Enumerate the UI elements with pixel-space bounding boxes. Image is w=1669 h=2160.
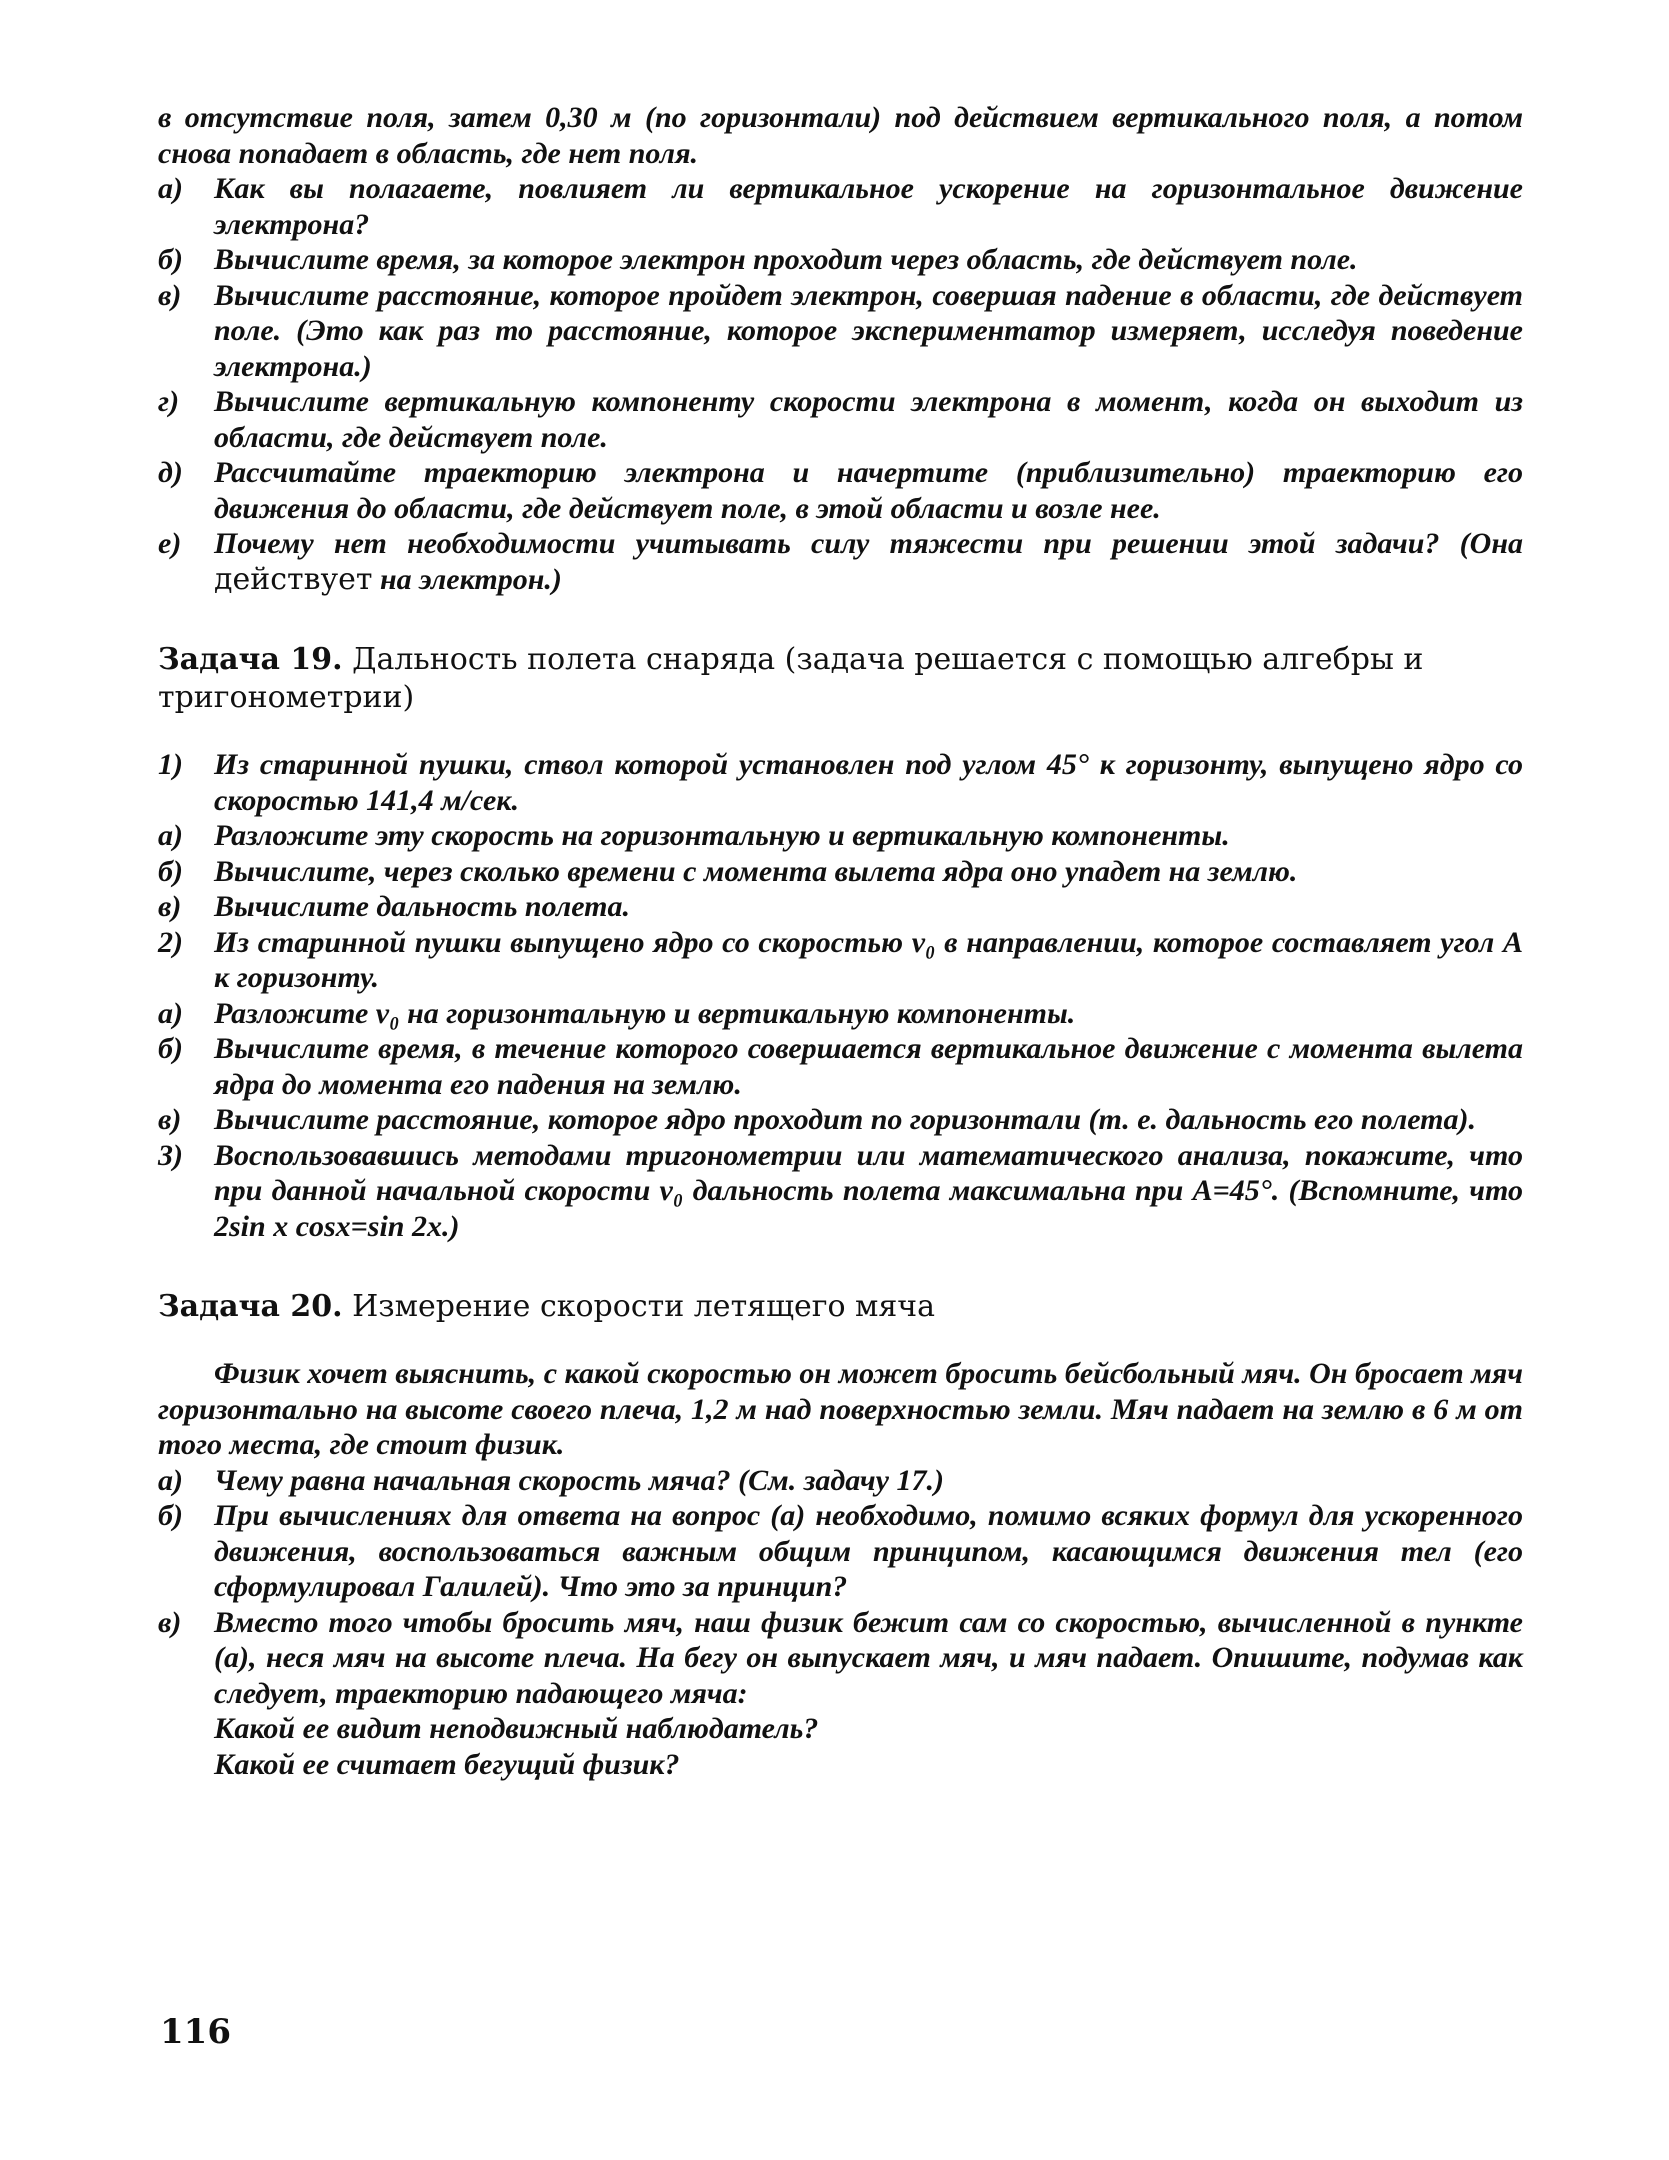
page-number: 116 <box>160 2012 231 2052</box>
question-line: Какой ее видит неподвижный наблюдатель? <box>214 1712 819 1745</box>
item-text-italic: Почему нет необходимости учитывать силу тяжести при решении этой задачи? (Она <box>214 527 1523 560</box>
intro-continuation: в отсутствие поля, затем 0,30 м (по горизонтали) под действием вертикального поля, а потом снова попадает в область, где нет поля. <box>158 101 1523 170</box>
list-item <box>158 818 1523 854</box>
problem-19-items <box>158 747 1523 1244</box>
list-item <box>158 996 1523 1032</box>
item-label: б) <box>158 243 183 276</box>
item-text <box>214 526 1523 597</box>
item-text: Как вы полагаете, повлияет ли вертикальное ускорение на горизонтальное движение электрона? <box>214 172 1523 241</box>
list-item <box>158 455 1523 526</box>
item-label: б) <box>158 1032 183 1065</box>
list-item <box>158 242 1523 278</box>
list-item <box>158 384 1523 455</box>
list-item <box>158 925 1523 996</box>
item-text: Вычислите, через сколько времени с момента вылета ядра оно упадет на землю. <box>214 854 1298 888</box>
item-label: в) <box>158 1605 182 1639</box>
item-label: в) <box>158 1103 182 1136</box>
item-label: б) <box>158 854 183 888</box>
item-text: Из старинной пушки выпущено ядро со скоростью v₀ в направлении, которое составляет угол A к горизонту. <box>214 925 1523 994</box>
list-item <box>158 1102 1523 1138</box>
item-label: д) <box>158 456 183 489</box>
item-text-upright: действует <box>214 561 373 597</box>
item-label: в) <box>158 890 182 923</box>
item-text: Рассчитайте траекторию электрона и начертите (приблизительно) траекторию его движения до области, где действует поле, в этой области и возле нее. <box>214 456 1523 525</box>
item-label: 1) <box>158 748 183 781</box>
question-line: Какой ее считает бегущий физик? <box>214 1747 680 1781</box>
item-label: г) <box>158 385 180 418</box>
problem-19-heading <box>158 641 1523 717</box>
item-text: Вычислите вертикальную компоненту скорости электрона в момент, когда он выходит из области, где действует поле. <box>214 385 1523 454</box>
item-text: Вычислите время, в течение которого совершается вертикальное движение с момента вылета ядра до момента его падения на землю. <box>214 1032 1523 1101</box>
item-text: Разложите v₀ на горизонтальную и вертикальную компоненты. <box>214 996 1076 1030</box>
list-item <box>158 854 1523 890</box>
list-item <box>158 1031 1523 1102</box>
problem-20-questions <box>158 1711 1523 1782</box>
page-body <box>158 100 1523 1782</box>
item-text: Вычислите дальность полета. <box>214 890 631 923</box>
list-item <box>158 1498 1523 1605</box>
list-item <box>158 1463 1523 1499</box>
item-text: Разложите эту скорость на горизонтальную и вертикальную компоненты. <box>214 819 1230 852</box>
list-item <box>158 526 1523 597</box>
list-item <box>158 171 1523 242</box>
problem-20-intro: Физик хочет выяснить, с какой скоростью он может бросить бейсбольный мяч. Он бросает мяч горизонтально на высоте своего плеча, 1,2 м над поверхностью земли. Мяч падает на землю в 6 м от того места, где стоит физик. <box>158 1357 1523 1461</box>
item-text: Воспользовавшись методами тригонометрии или математического анализа, покажите, что при данной начальной скорости v₀ дальность полета максимальна при A=45°. (Вспомните, что 2sin x cosx=sin 2x.) <box>214 1138 1523 1243</box>
item-label: а) <box>158 1463 183 1497</box>
list-item <box>158 889 1523 925</box>
item-label: в) <box>158 278 182 312</box>
intro-items <box>158 171 1523 597</box>
list-item <box>158 747 1523 818</box>
problem-19-number: Задача 19. <box>158 642 343 677</box>
item-text: Вместо того чтобы бросить мяч, наш физик бежит сам со скоростью, вычисленной в пункте (а), неся мяч на высоте плеча. На бегу он выпускает мяч, и мяч падает. Опишите, подумав как следует, траекторию падающего мяча: <box>214 1605 1523 1710</box>
list-item <box>158 1605 1523 1712</box>
item-label: 2) <box>158 925 183 959</box>
problem-20-title: Измерение скорости летящего мяча <box>352 1289 936 1324</box>
list-item <box>158 278 1523 385</box>
item-text: При вычислениях для ответа на вопрос (а) необходимо, помимо всяких формул для ускоренного движения, воспользоваться важным общим принципом, касающимся движения тел (его сформулировал Галилей). Что это за принцип? <box>214 1499 1523 1603</box>
item-label: е) <box>158 527 182 560</box>
item-label: а) <box>158 172 183 205</box>
list-item <box>158 1138 1523 1245</box>
item-label: 3) <box>158 1138 183 1172</box>
item-text: Из старинной пушки, ствол которой установлен под углом 45° к горизонту, выпущено ядро со скоростью 141,4 м/сек. <box>214 748 1523 817</box>
item-label: а) <box>158 996 183 1030</box>
item-text: Вычислите расстояние, которое пройдет электрон, совершая падение в области, где действует поле. (Это как раз то расстояние, которое экспериментатор измеряет, исследуя поведение электрона.) <box>214 278 1523 383</box>
item-text: Вычислите расстояние, которое ядро проходит по горизонтали (т. е. дальность его полета). <box>214 1103 1476 1136</box>
problem-20-items <box>158 1463 1523 1783</box>
item-text-tail: на электрон.) <box>372 562 562 596</box>
item-text: Чему равна начальная скорость мяча? (См. задачу 17.) <box>214 1463 944 1497</box>
problem-20-heading <box>158 1288 1523 1326</box>
problem-19-title: Дальность полета снаряда (задача решается с помощью алгебры и тригонометрии) <box>158 642 1424 715</box>
item-label: а) <box>158 819 183 852</box>
item-text: Вычислите время, за которое электрон проходит через область, где действует поле. <box>214 243 1358 276</box>
problem-20-number: Задача 20. <box>158 1289 343 1324</box>
item-label: б) <box>158 1499 183 1532</box>
